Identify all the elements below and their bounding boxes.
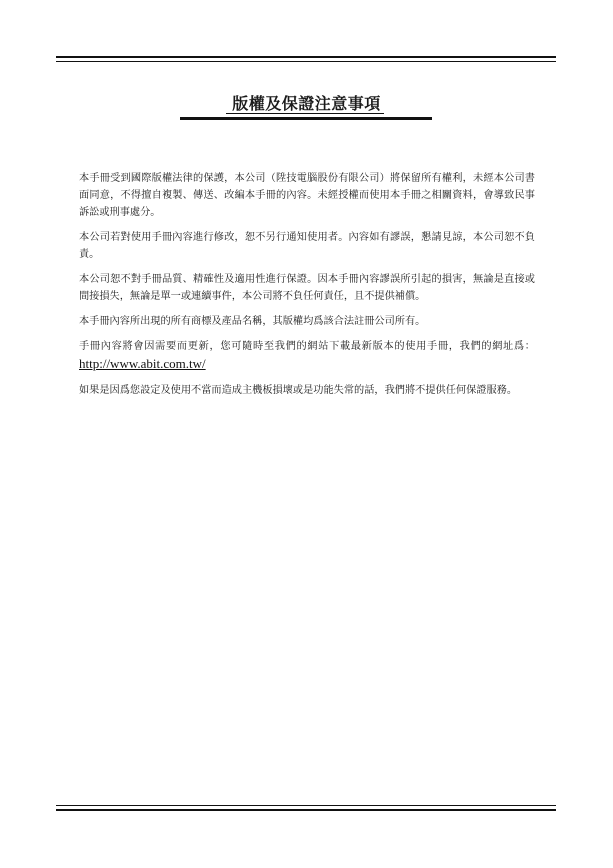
paragraph-modification: 本公司若對使用手冊內容進行修改，恕不另行通知使用者。內容如有謬誤，懇請見諒，本公司恕不負責。 xyxy=(79,232,535,260)
footer-rule-thin xyxy=(56,805,556,806)
title-underline-thin xyxy=(226,113,384,114)
document-body xyxy=(79,170,535,407)
paragraph-copyright: 本手冊受到國際版權法律的保護，本公司（陞技電腦股份有限公司）將保留所有權利，未經本公司書面同意，不得擅自複製、傳送、改編本手冊的內容。未經授權而使用本手冊之相關資料，會導致民事訴訟或刑事處分。 xyxy=(79,173,535,218)
website-link[interactable]: http://www.abit.com.tw/ xyxy=(79,356,206,371)
page-title: 版權及保證注意事項 xyxy=(232,94,381,113)
paragraph-trademarks: 本手冊內容所出現的所有商標及產品名稱，其版權均爲該合法註冊公司所有。 xyxy=(79,316,426,327)
header-rule-thick xyxy=(56,56,556,58)
title-underline-thick xyxy=(180,117,432,120)
header-rule-thin xyxy=(56,61,556,62)
paragraph-service: 如果是因爲您設定及使用不當而造成主機板損壞或是功能失常的話，我們將不提供任何保證服務。 xyxy=(79,385,518,396)
paragraph-warranty: 本公司恕不對手冊品質、精確性及適用性進行保證。因本手冊內容謬誤所引起的損害，無論是直接或間接損失，無論是單一或連續事件，本公司將不負任何責任，且不提供補償。 xyxy=(79,274,535,302)
paragraph-updates xyxy=(79,338,535,374)
paragraph-updates-text: 手冊內容將會因需要而更新，您可隨時至我們的網站下載最新版本的使用手冊，我們的網址爲： xyxy=(79,341,535,352)
footer-rule-thick xyxy=(56,809,556,811)
